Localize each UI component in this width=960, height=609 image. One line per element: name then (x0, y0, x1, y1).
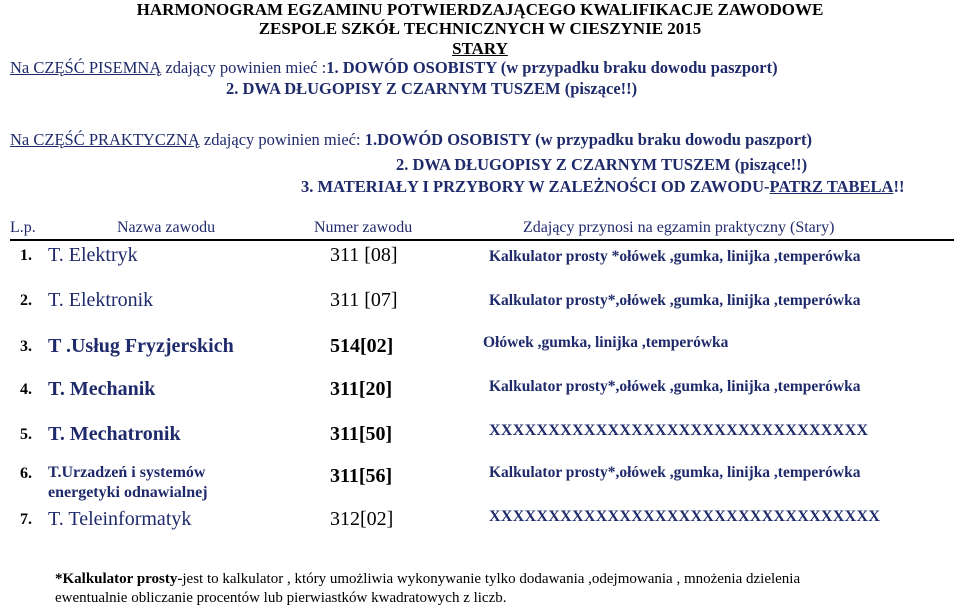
practical-part-line-3 (301, 177, 904, 197)
row-2-name: T. Elektronik (48, 289, 154, 311)
title-line-2: ZESPOLE SZKÓŁ TECHNICZNYCH W CIESZYNIE 2015 (258, 19, 702, 38)
row-4-lp: 4. (20, 381, 32, 398)
written-part-item-2: 2. DWA DŁUGOPISY Z CZARNYM TUSZEM (piszące (226, 79, 621, 98)
written-part-item-1: 1. DOWÓD OSOBISTY (w przypadku braku dowodu paszport) (326, 58, 778, 77)
col-header-lp: L.p. (10, 219, 36, 236)
practical-part-label: Na CZĘŚĆ PRAKTYCZNĄ (10, 130, 200, 149)
row-3-items: Ołówek ,gumka, linijka ,temperówka (483, 334, 729, 351)
row-7-items: XXXXXXXXXXXXXXXXXXXXXXXXXXXXXXXXX (489, 508, 881, 525)
row-4-name: T. Mechanik (48, 378, 156, 400)
row-7-lp: 7. (20, 511, 32, 528)
practical-part-item-3: 3. MATERIAŁY I PRZYBORY W ZALEŻNOŚCI OD ZAWODU- (301, 177, 770, 196)
footer-note-line-2: ewentualnie obliczanie procentów lub pierwiastków kwadratowych z liczb. (55, 590, 507, 606)
row-6-name-2: energetyki odnawialnej (48, 484, 208, 501)
col-header-items: Zdający przynosi na egzamin praktyczny (Stary) (523, 219, 835, 236)
written-part-item-2-end: !!) (620, 79, 638, 98)
col-header-code: Numer zawodu (314, 219, 413, 236)
see-table-link[interactable]: PATRZ TABELA (769, 177, 894, 196)
row-4-items: Kalkulator prosty*,ołówek ,gumka, linijka ,temperówka (489, 378, 861, 395)
row-5-name: T. Mechatronik (48, 423, 181, 445)
practical-part-item-2-end: !!) (790, 155, 808, 174)
written-part-label: Na CZĘŚĆ PISEMNĄ (10, 58, 162, 77)
row-2-items: Kalkulator prosty*,ołówek ,gumka, linijka ,temperówka (489, 292, 861, 309)
footer-note-text-1: jest to kalkulator , który umożliwia wykonywanie tylko dodawania ,odejmowania , mnożenia dzielenia (182, 571, 801, 587)
title-line-1: HARMONOGRAM EGZAMINU POTWIERDZAJĄCEGO KWALIFIKACJE ZAWODOWE (136, 0, 824, 19)
footer-note-bold: *Kalkulator prosty- (55, 571, 183, 587)
row-1-items: Kalkulator prosty *ołówek ,gumka, linijka ,temperówka (489, 248, 861, 265)
row-6-lp: 6. (20, 465, 32, 482)
row-2-code: 311 [07] (330, 289, 398, 311)
footer-note-line-1 (55, 571, 800, 588)
row-3-name: T .Usług Fryzjerskich (48, 335, 234, 357)
practical-part-intro: zdający powinien mieć: (199, 130, 365, 149)
row-6-items: Kalkulator prosty*,ołówek ,gumka, linijka ,temperówka (489, 464, 861, 481)
col-header-name: Nazwa zawodu (117, 219, 216, 236)
row-3-lp: 3. (20, 338, 32, 355)
row-5-items: XXXXXXXXXXXXXXXXXXXXXXXXXXXXXXXX (489, 422, 869, 439)
row-4-code: 311[20] (330, 378, 393, 400)
row-3-code: 514[02] (330, 335, 394, 357)
row-5-code: 311[50] (330, 423, 393, 445)
row-5-lp: 5. (20, 426, 32, 443)
practical-part-line (10, 130, 812, 150)
row-1-code: 311 [08] (330, 244, 398, 266)
title-line-3: STARY (452, 39, 508, 58)
practical-part-item-3-end: !! (893, 177, 905, 196)
row-1-name: T. Elektryk (48, 244, 138, 266)
row-1-lp: 1. (20, 247, 32, 264)
row-2-lp: 2. (20, 292, 32, 309)
row-6-name: T.Urzadzeń i systemów (48, 464, 206, 481)
row-7-name: T. Teleinformatyk (48, 508, 192, 530)
practical-part-item-1: 1.DOWÓD OSOBISTY (w przypadku braku dowodu paszport) (364, 130, 812, 149)
header-divider (10, 239, 954, 241)
written-part-intro: zdający powinien mieć : (161, 58, 327, 77)
practical-part-line-2 (396, 155, 807, 175)
row-6-code: 311[56] (330, 465, 393, 487)
row-7-code: 312[02] (330, 508, 394, 530)
practical-part-item-2: 2. DWA DŁUGOPISY Z CZARNYM TUSZEM (piszące (396, 155, 791, 174)
written-part-line-2 (226, 79, 637, 99)
written-part-line (10, 58, 778, 78)
